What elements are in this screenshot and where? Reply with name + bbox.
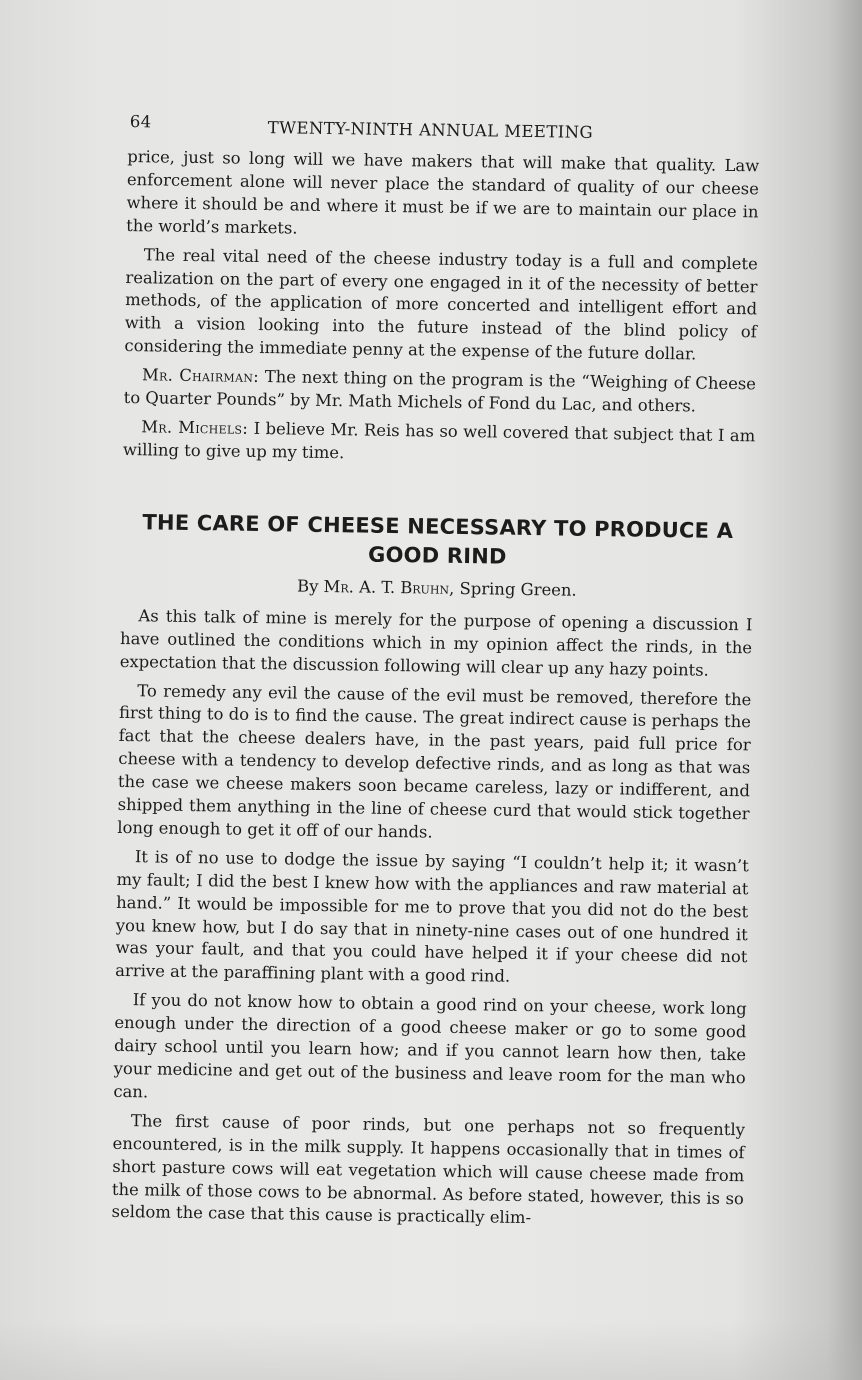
article-paragraph: To remedy any evil the cause of the evil must be removed, therefore the first thing to do is to find the cause. The great indirect cause is perhaps the fact that the cheese dealers have, in the past years, paid full price for cheese with a tendency to develop defective rinds, and as long as that was the case we cheese makers soon became careless, lazy or indifferent, and shipped them anything in the line of cheese curd that would stick together long enough to get it off of our hands. <box>117 680 752 842</box>
article-paragraph: As this talk of mine is merely for the purpose of opening a discussion I have outlined the conditions which in my opinion affect the rinds, in the expectation that the discussion following will clear up any hazy points. <box>119 605 753 680</box>
byline-place: Spring Green. <box>459 578 577 600</box>
section-gap <box>122 468 754 507</box>
paragraph-michels <box>123 416 756 471</box>
speaker-chairman: Mr. Chairman: <box>141 365 260 387</box>
speaker-michels: Mr. Michels: <box>141 417 249 438</box>
byline-author: Mr. A. T. Bruhn, <box>323 576 455 598</box>
article-paragraph: It is of no use to dodge the issue by saying “I couldn’t help it; it wasn’t my fault; I did the best I knew how with the appliances and raw material at hand.” It would be impossible for me to prove that you did not do the best you knew how, but I do say that in ninety-nine cases out of one hundred it was your fault, and that you could have helped it if your cheese did not arrive at the paraffining plant with a good rind. <box>115 847 749 987</box>
article-paragraph: If you do not know how to obtain a good rind on your cheese, work long enough under the direction of a good cheese maker or go to some good dairy school until you learn how; and if you cannot learn how then, take your medicine and get out of the business and leave room for the man who can. <box>113 990 747 1102</box>
page-number: 64 <box>129 112 152 132</box>
article-byline <box>121 574 753 602</box>
byline-prefix: By <box>296 576 319 596</box>
page-content <box>111 108 760 1240</box>
article-paragraph: The first cause of poor rinds, but one perhaps not so frequently encountered, is in the milk supply. It happens occasionally that in times of short pasture cows will eat vegetation which will cause cheese made from the milk of those cows to be abnormal. As before stated, however, this is so seldom the case that this cause is practically elim- <box>111 1110 746 1228</box>
chairman-remark: The next thing on the program is the “Weighing of Cheese to Quarter Pounds” by Mr. Math Michels of Fond du Lac, and others. <box>123 367 757 416</box>
running-head-title: TWENTY-NINTH ANNUAL MEETING <box>267 118 594 142</box>
article-title: THE CARE OF CHEESE NECESSARY TO PRODUCE A GOOD RIND <box>142 510 734 569</box>
michels-remark: I believe Mr. Reis has so well covered that subject that I am willing to give up my time. <box>122 418 756 463</box>
paragraph-continuation: price, just so long will we have makers that will make that quality. Law enforcement alone will never place the standard of quality of our cheese where it should be and where it must be if we are to maintain our place in the world’s markets. <box>126 146 760 238</box>
running-head <box>128 108 760 147</box>
paragraph-vital-need: The real vital need of the cheese industry today is a full and complete realization on the part of every one engaged in it of the necessity of better methods, of the application of more concerted and intelligent effort and with a vision looking into the future instead of the blind policy of considering the immediate penny at the expense of the future dollar. <box>124 244 758 364</box>
paragraph-chairman <box>124 364 757 419</box>
